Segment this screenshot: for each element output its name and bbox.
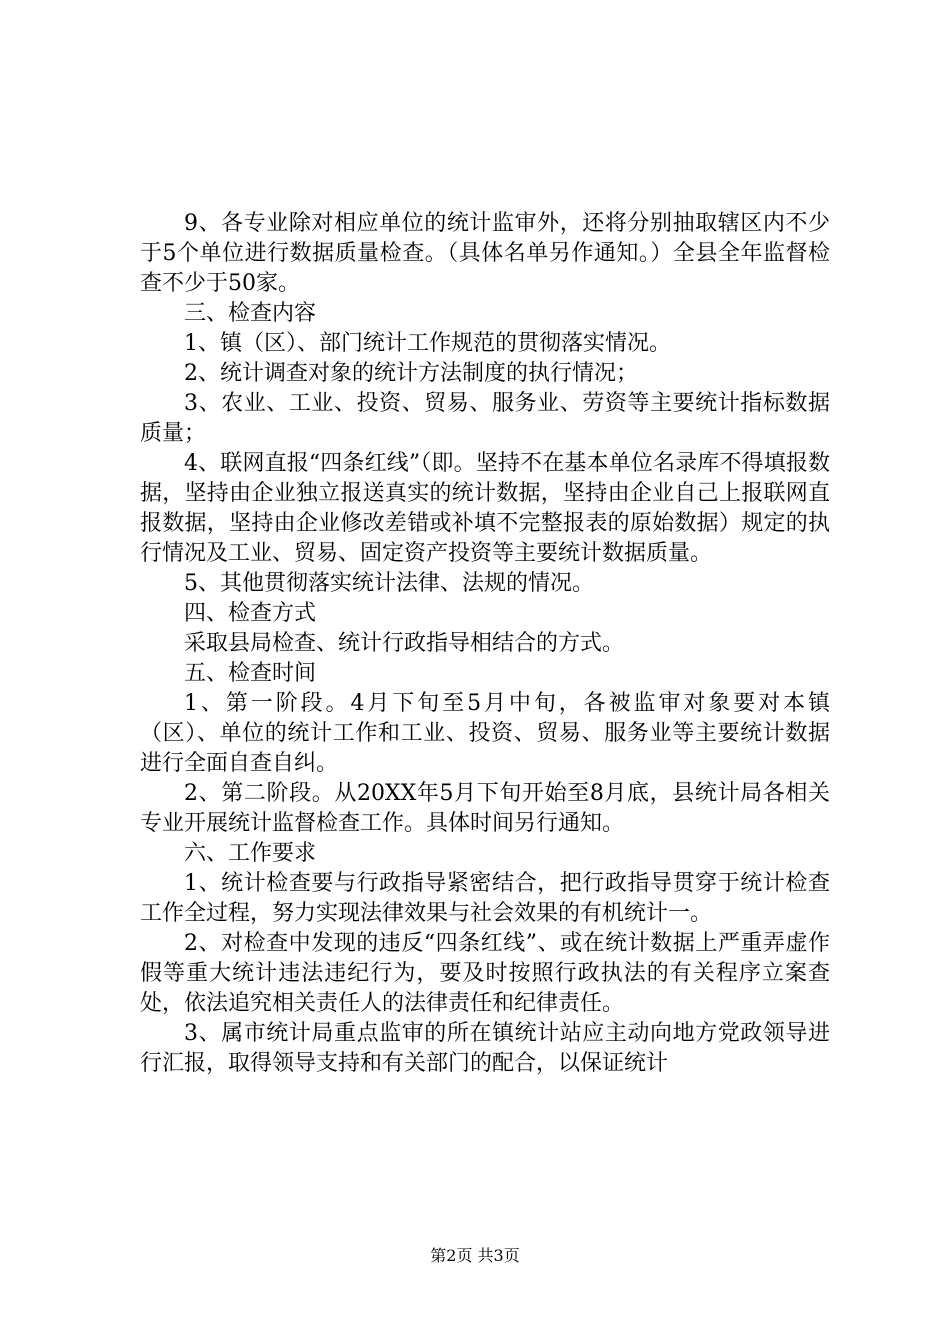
paragraph-11: 1、第一阶段。4月下旬至5月中旬，各被监审对象要对本镇（区）、单位的统计工作和工业、投资、贸易、服务业等主要统计数据进行全面自查自纠。 <box>140 691 830 776</box>
paragraph-16: 3、属市统计局重点监审的所在镇统计站应主动向地方党政领导进行汇报，取得领导支持和有关部门的配合，以保证统计 <box>140 1021 830 1076</box>
paragraph-7: 5、其他贯彻落实统计法律、法规的情况。 <box>184 571 594 596</box>
paragraph-12: 2、第二阶段。从20XX年5月下旬开始至8月底，县统计局各相关专业开展统计监督检查工作。具体时间另行通知。 <box>140 781 830 836</box>
paragraph-14: 1、统计检查要与行政指导紧密结合，把行政指导贯穿于统计检查工作全过程，努力实现法律效果与社会效果的有机统计一。 <box>140 871 830 926</box>
page-footer: 第2页 共3页 <box>430 1246 520 1265</box>
paragraph-9: 采取县局检查、统计行政指导相结合的方式。 <box>184 631 625 656</box>
document-body <box>140 209 830 1079</box>
paragraph-6: 4、联网直报“四条红线”（即。坚持不在基本单位名录库不得填报数据，坚持由企业独立报送真实的统计数据，坚持由企业自己上报联网直报数据，坚持由企业修改差错或补填不完整报表的原始数据）规定的执行情况及工业、贸易、固定资产投资等主要统计数据质量。 <box>140 451 830 566</box>
heading-inspection-content: 三、检查内容 <box>184 301 317 326</box>
paragraph-3: 1、镇（区）、部门统计工作规范的贯彻落实情况。 <box>184 331 671 356</box>
paragraph-1: 9、各专业除对相应单位的统计监审外，还将分别抽取辖区内不少于5个单位进行数据质量检查。（具体名单另作通知。）全县全年监督检查不少于50家。 <box>140 211 830 296</box>
paragraph-4: 2、统计调查对象的统计方法制度的执行情况； <box>184 361 638 386</box>
heading-work-requirements: 六、工作要求 <box>184 841 317 866</box>
heading-inspection-method: 四、检查方式 <box>184 601 317 626</box>
paragraph-5: 3、农业、工业、投资、贸易、服务业、劳资等主要统计指标数据质量； <box>140 391 830 446</box>
paragraph-15: 2、对检查中发现的违反“四条红线”、或在统计数据上严重弄虚作假等重大统计违法违纪行为，要及时按照行政执法的有关程序立案查处，依法追究相关责任人的法律责任和纪律责任。 <box>140 931 830 1016</box>
heading-inspection-time: 五、检查时间 <box>184 661 317 686</box>
